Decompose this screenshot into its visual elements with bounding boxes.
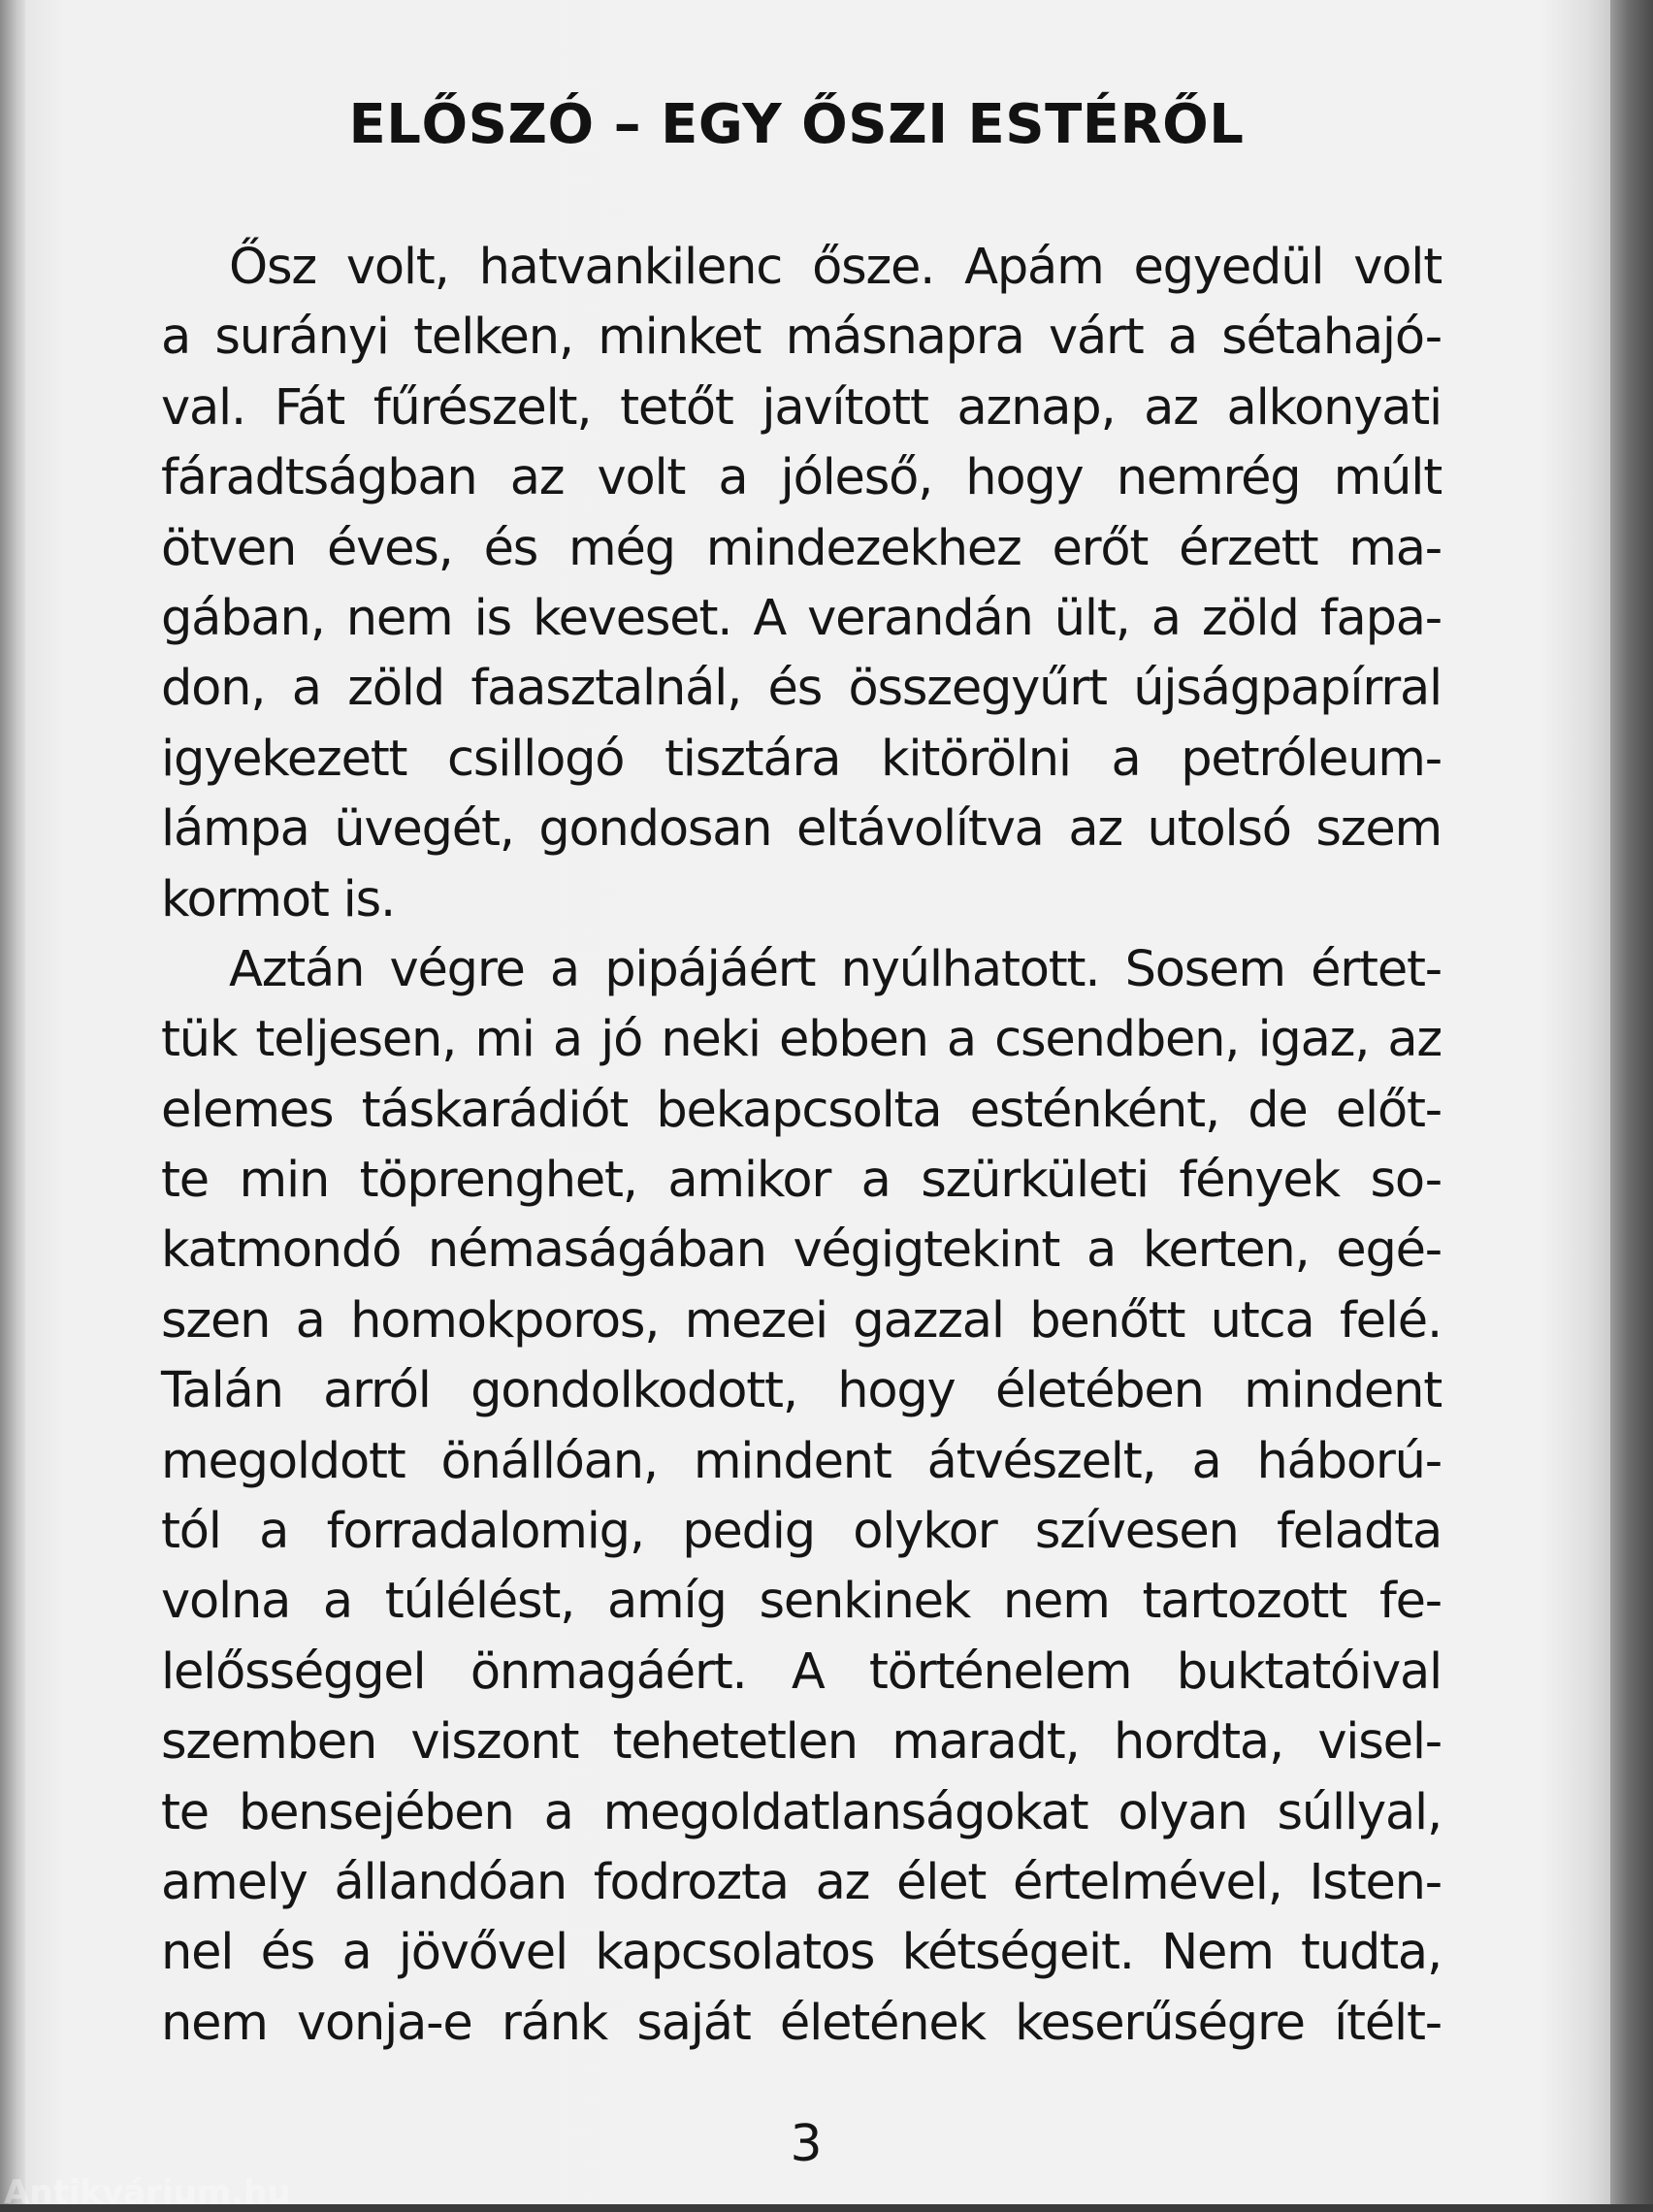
text-line: igyekezett csillogó tisztára kitörölni a petróleum- — [161, 730, 1442, 788]
body-text — [161, 233, 1442, 2059]
page-right-edge — [1610, 0, 1653, 2204]
text-line: don, a zöld faasztalnál, és összegyűrt újságpapírral — [161, 660, 1442, 718]
text-line: tól a forradalomig, pedig olykor szívesen feladta — [161, 1503, 1442, 1561]
text-line: megoldott önállóan, mindent átvészelt, a háború- — [161, 1432, 1442, 1490]
page-number: 3 — [790, 2115, 823, 2173]
text-line: nel és a jövővel kapcsolatos kétségeit. Nem tudta, — [161, 1924, 1442, 1982]
text-line: katmondó némaságában végigtekint a kerten, egé- — [161, 1221, 1442, 1280]
text-line: Aztán végre a pipájáért nyúlhatott. Sosem értet- — [229, 940, 1442, 998]
text-line: a surányi telken, minket másnapra várt a sétahajó- — [161, 309, 1442, 367]
text-line: szen a homokporos, mezei gazzal benőtt utca felé. — [161, 1291, 1442, 1350]
text-line: lelősséggel önmagáért. A történelem buktatóival — [161, 1643, 1442, 1701]
text-line: Talán arról gondolkodott, hogy életében mindent — [161, 1362, 1442, 1420]
text-line: volna a túlélést, amíg senkinek nem tartozott fe- — [161, 1573, 1442, 1631]
text-line: nem vonja-e ránk saját életének keserűségre ítélt- — [161, 1994, 1442, 2052]
text-line: tük teljesen, mi a jó neki ebben a csendben, igaz, az — [161, 1011, 1442, 1069]
watermark: Antikvárium.hu — [4, 2173, 291, 2212]
text-line: te bensejében a megoldatlanságokat olyan súllyal, — [161, 1783, 1442, 1841]
text-line: amely állandóan fodrozta az élet értelmével, Isten- — [161, 1853, 1442, 1911]
text-line: lámpa üvegét, gondosan eltávolítva az utolsó szem — [161, 800, 1442, 859]
text-line: szemben viszont tehetetlen maradt, hordta, visel- — [161, 1713, 1442, 1772]
text-line: kormot is. — [161, 870, 396, 928]
text-line: gában, nem is keveset. A verandán ült, a zöld fapa- — [161, 589, 1442, 647]
book-page — [25, 0, 1616, 2204]
text-line: Ősz volt, hatvankilenc ősze. Apám egyedül volt — [229, 239, 1442, 296]
text-line: val. Fát fűrészelt, tetőt javított aznap, az alkonyati — [161, 378, 1442, 437]
text-line: ötven éves, és még mindezekhez erőt érzett ma- — [161, 519, 1442, 577]
text-line: fáradtságban az volt a jóleső, hogy nemrég múlt — [161, 449, 1442, 507]
chapter-title: ELŐSZÓ – EGY ŐSZI ESTÉRŐL — [348, 93, 1245, 156]
text-line: elemes táskarádiót bekapcsolta esténként, de előt- — [161, 1081, 1442, 1139]
text-line: te min töprenghet, amikor a szürkületi fények so- — [161, 1152, 1442, 1210]
